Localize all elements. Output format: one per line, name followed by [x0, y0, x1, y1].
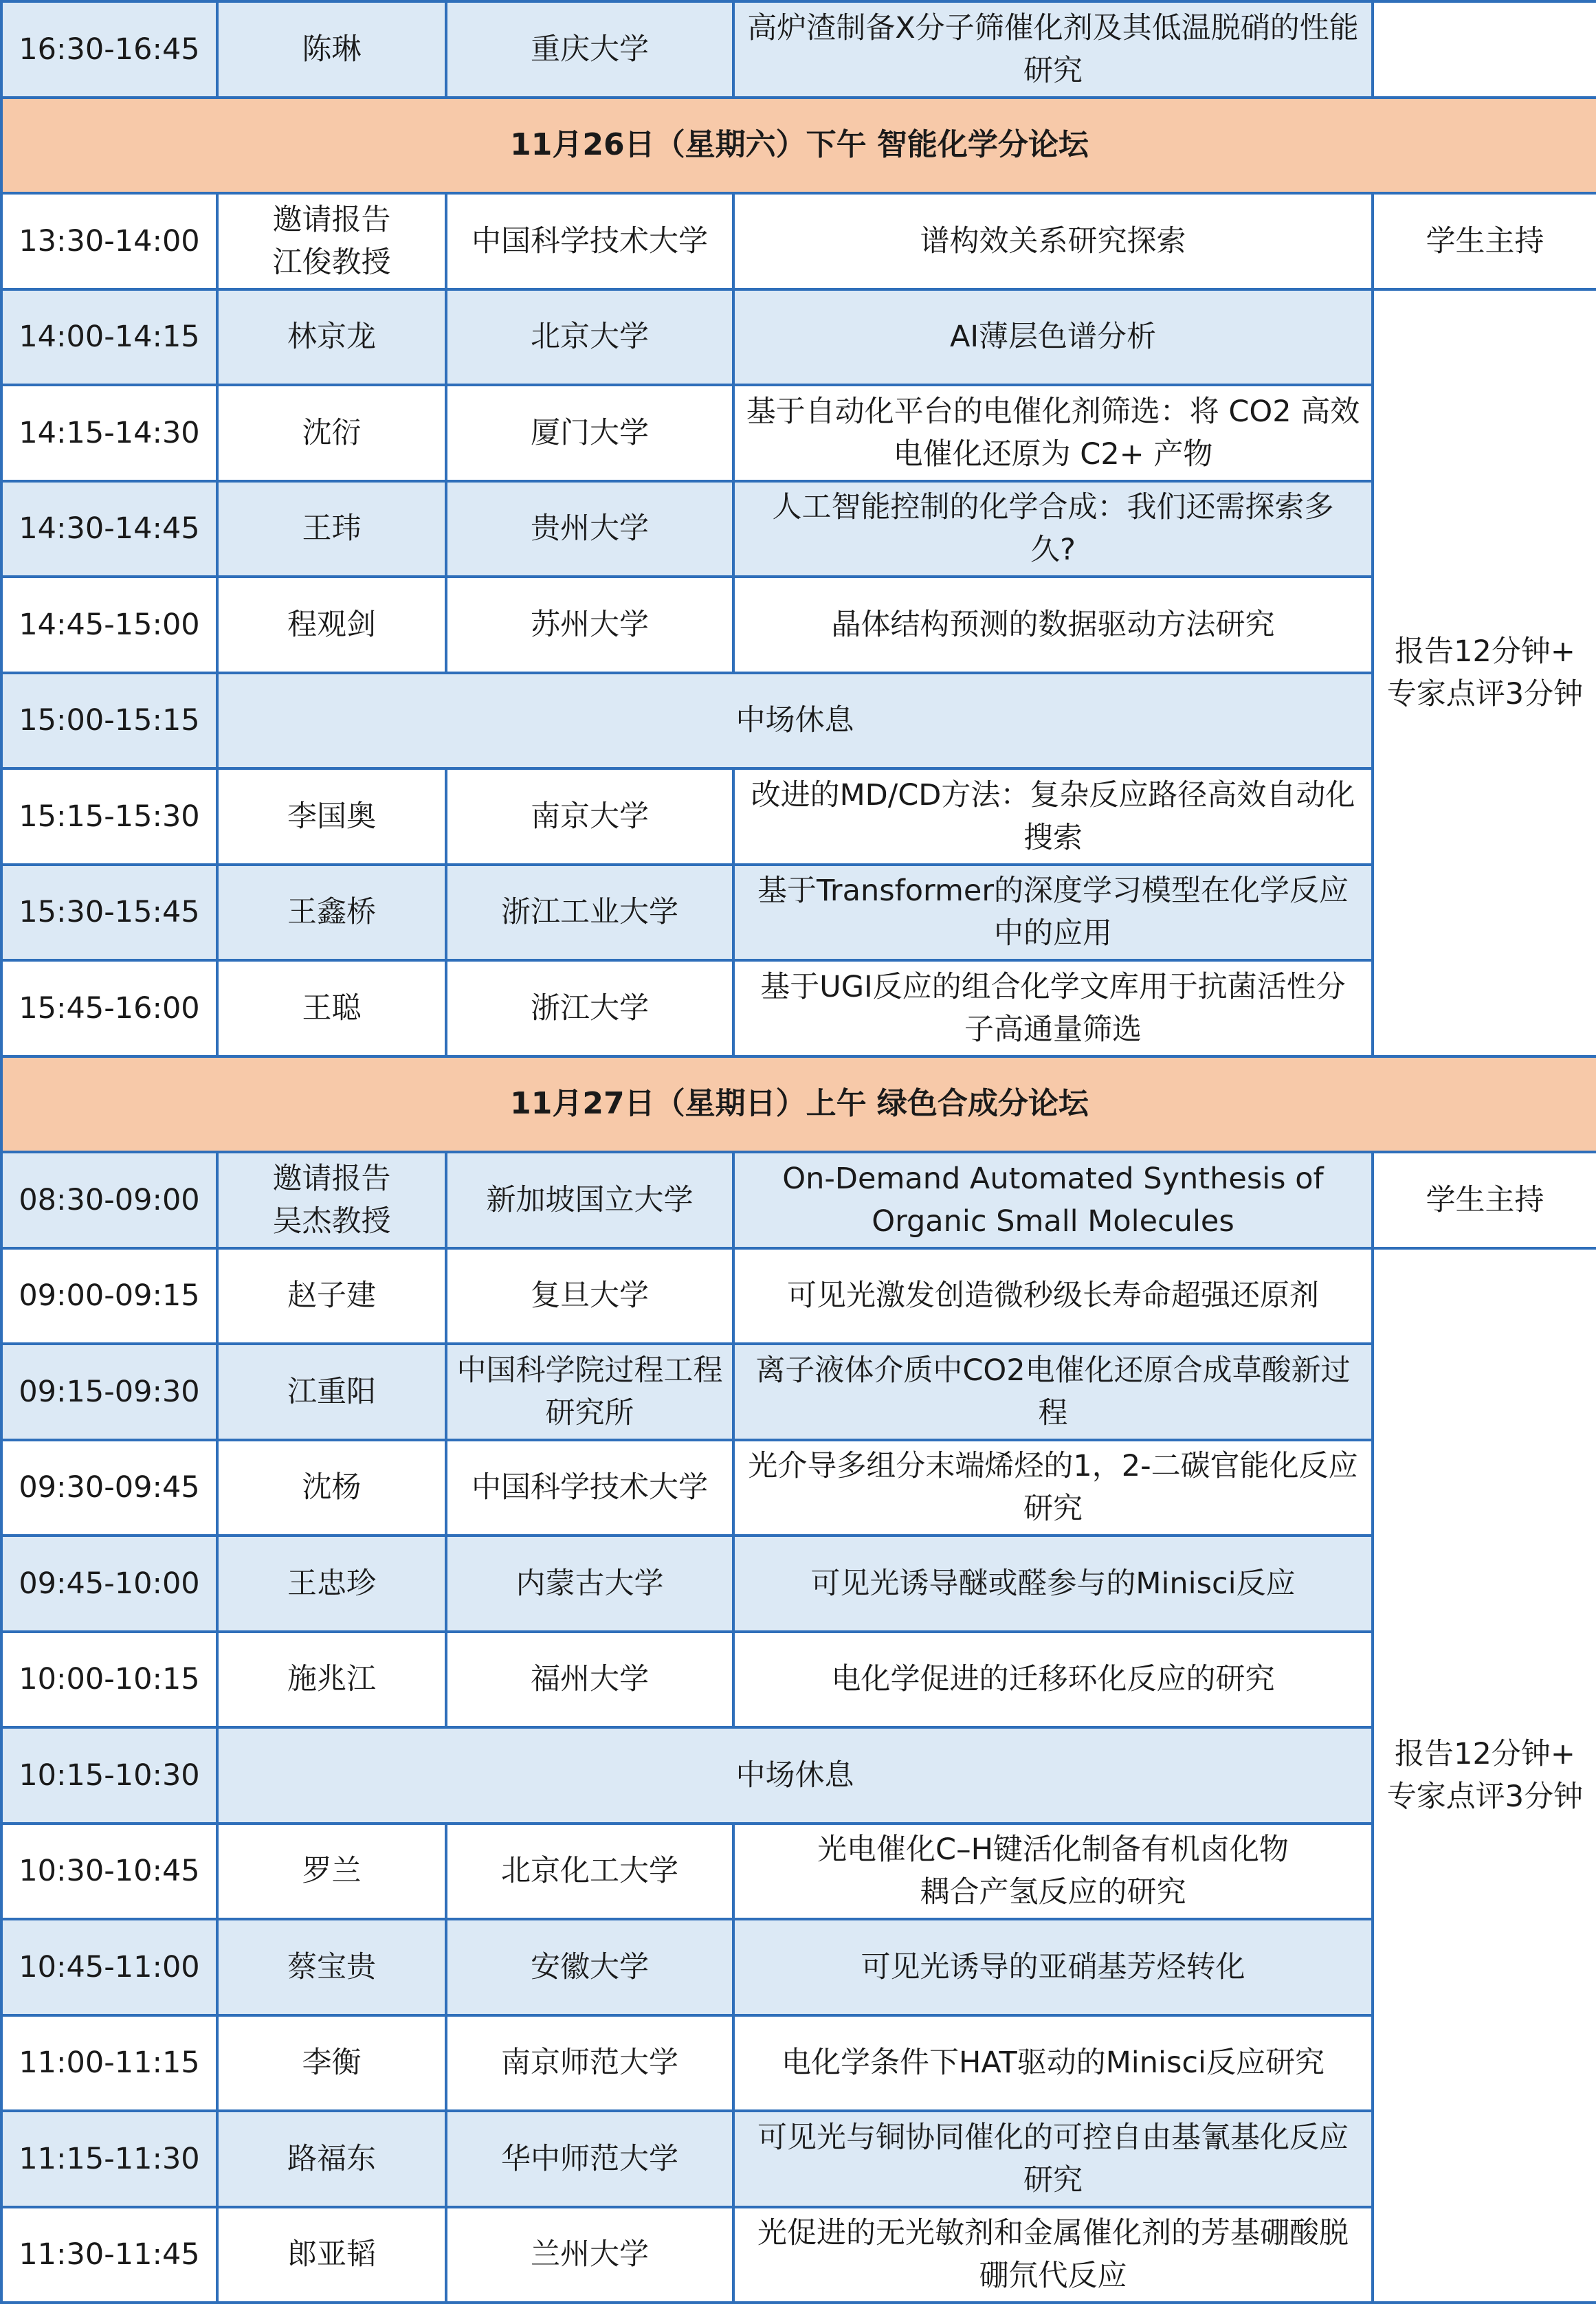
speaker-cell: 王聪	[217, 960, 446, 1056]
time-cell: 15:00-15:15	[1, 673, 217, 769]
org-cell: 中国科学技术大学	[446, 193, 733, 289]
table-row	[1, 1344, 1596, 1440]
speaker-cell: 王鑫桥	[217, 865, 446, 961]
title-line-2: 研究	[1023, 1492, 1083, 1527]
org-cell: 福州大学	[446, 1632, 733, 1728]
time-cell: 15:30-15:45	[1, 865, 217, 961]
org-cell: 浙江大学	[446, 960, 733, 1056]
host-note-cell: 学生主持	[1373, 1152, 1596, 1248]
title-line-1: 可见光诱导醚或醛参与的Minisci反应	[810, 1566, 1296, 1601]
format-note-cell	[1373, 1248, 1596, 2303]
title-line-2: 硼氘代反应	[979, 2259, 1127, 2294]
title-cell	[733, 1248, 1373, 1344]
note-line-1: 报告12分钟+	[1395, 1736, 1575, 1771]
time-cell: 09:15-09:30	[1, 1344, 217, 1440]
org-cell: 新加坡国立大学	[446, 1152, 733, 1248]
title-cell	[733, 577, 1373, 673]
title-line-1: 离子液体介质中CO2电催化还原合成草酸新过	[755, 1353, 1351, 1388]
time-cell: 10:45-11:00	[1, 1919, 217, 2015]
time-cell: 10:30-10:45	[1, 1824, 217, 1920]
org-cell: 内蒙古大学	[446, 1536, 733, 1632]
speaker-cell: 罗兰	[217, 1824, 446, 1920]
table-row	[1, 1248, 1596, 1344]
title-cell	[733, 481, 1373, 577]
note-cell-empty	[1373, 1, 1596, 98]
title-line-1: 晶体结构预测的数据驱动方法研究	[831, 607, 1275, 642]
table-row	[1, 768, 1596, 865]
time-cell: 09:45-10:00	[1, 1536, 217, 1632]
time-cell: 14:15-14:30	[1, 385, 217, 481]
title-line-2: 研究	[1023, 53, 1083, 88]
title-line-1: 人工智能控制的化学合成：我们还需探索多	[772, 490, 1334, 525]
title-line-1: On-Demand Automated Synthesis of	[782, 1161, 1324, 1196]
org-cell: 兰州大学	[446, 2207, 733, 2303]
speaker-line-2: 江俊教授	[272, 245, 391, 280]
speaker-line-2: 吴杰教授	[272, 1204, 391, 1239]
table-row	[1, 1, 1596, 98]
table-row	[1, 385, 1596, 481]
time-cell: 10:00-10:15	[1, 1632, 217, 1728]
table-row	[1, 577, 1596, 673]
title-line-2: Organic Small Molecules	[872, 1204, 1234, 1239]
title-line-2: 程	[1038, 1395, 1068, 1430]
time-cell: 15:15-15:30	[1, 768, 217, 865]
table-row	[1, 1824, 1596, 1920]
title-cell	[733, 2015, 1373, 2112]
time-cell: 08:30-09:00	[1, 1152, 217, 1248]
title-cell	[733, 1536, 1373, 1632]
speaker-cell: 江重阳	[217, 1344, 446, 1440]
title-line-2: 研究	[1023, 2162, 1083, 2197]
time-cell: 11:15-11:30	[1, 2111, 217, 2207]
table-row	[1, 1919, 1596, 2015]
note-line-2: 专家点评3分钟	[1386, 676, 1584, 711]
org-cell: 南京大学	[446, 768, 733, 865]
title-cell	[733, 1632, 1373, 1728]
org-cell: 复旦大学	[446, 1248, 733, 1344]
speaker-cell: 郎亚韬	[217, 2207, 446, 2303]
org-cell	[446, 1344, 733, 1440]
time-cell: 14:30-14:45	[1, 481, 217, 577]
speaker-cell: 沈衍	[217, 385, 446, 481]
speaker-line-1: 邀请报告	[272, 202, 391, 237]
title-line-1: 基于UGI反应的组合化学文库用于抗菌活性分	[760, 969, 1346, 1004]
title-cell	[733, 2207, 1373, 2303]
time-cell: 13:30-14:00	[1, 193, 217, 289]
table-row	[1, 481, 1596, 577]
note-line-1: 报告12分钟+	[1395, 634, 1575, 669]
time-cell: 11:30-11:45	[1, 2207, 217, 2303]
title-cell	[733, 289, 1373, 386]
org-cell: 厦门大学	[446, 385, 733, 481]
title-cell	[733, 1152, 1373, 1248]
speaker-cell	[217, 1152, 446, 1248]
speaker-cell: 李衡	[217, 2015, 446, 2112]
time-cell: 16:30-16:45	[1, 1, 217, 98]
org-cell: 南京师范大学	[446, 2015, 733, 2112]
title-cell	[733, 1344, 1373, 1440]
org-cell: 华中师范大学	[446, 2111, 733, 2207]
org-line-1: 中国科学院过程工程	[456, 1353, 723, 1388]
title-line-1: 电化学条件下HAT驱动的Minisci反应研究	[782, 2046, 1325, 2081]
speaker-cell: 王玮	[217, 481, 446, 577]
title-line-1: 基于Transformer的深度学习模型在化学反应	[757, 874, 1349, 909]
speaker-line-1: 邀请报告	[272, 1161, 391, 1196]
table-row	[1, 1152, 1596, 1248]
table-row	[1, 1536, 1596, 1632]
title-line-1: AI薄层色谱分析	[949, 320, 1157, 355]
title-line-1: 光电催化C–H键活化制备有机卤化物	[817, 1832, 1289, 1868]
title-line-2: 耦合产氢反应的研究	[920, 1875, 1186, 1910]
title-cell	[733, 768, 1373, 865]
org-cell: 苏州大学	[446, 577, 733, 673]
title-cell	[733, 1919, 1373, 2015]
time-cell: 11:00-11:15	[1, 2015, 217, 2112]
speaker-cell: 赵子建	[217, 1248, 446, 1344]
time-cell: 09:30-09:45	[1, 1440, 217, 1536]
title-cell	[733, 1440, 1373, 1536]
table-row	[1, 193, 1596, 289]
speaker-cell: 蔡宝贵	[217, 1919, 446, 2015]
section-header: 11月26日（星期六）下午 智能化学分论坛	[1, 98, 1596, 194]
note-line-2: 专家点评3分钟	[1386, 1779, 1584, 1814]
break-label: 中场休息	[217, 673, 1373, 769]
time-cell: 14:00-14:15	[1, 289, 217, 386]
title-cell	[733, 2111, 1373, 2207]
table-row	[1, 2207, 1596, 2303]
org-cell: 贵州大学	[446, 481, 733, 577]
title-line-1: 可见光与铜协同催化的可控自由基氰基化反应	[757, 2120, 1349, 2155]
break-row	[1, 673, 1596, 769]
section-header-row	[1, 1056, 1596, 1153]
section-header-row	[1, 98, 1596, 194]
speaker-cell	[217, 193, 446, 289]
org-line-2: 研究所	[545, 1395, 634, 1430]
speaker-cell: 王忠珍	[217, 1536, 446, 1632]
org-cell: 安徽大学	[446, 1919, 733, 2015]
break-label: 中场休息	[217, 1727, 1373, 1824]
title-cell	[733, 1824, 1373, 1920]
title-cell	[733, 1, 1373, 98]
org-cell: 北京大学	[446, 289, 733, 386]
table-row	[1, 2111, 1596, 2207]
title-cell	[733, 960, 1373, 1056]
speaker-cell: 林京龙	[217, 289, 446, 386]
org-cell: 北京化工大学	[446, 1824, 733, 1920]
format-note-cell	[1373, 289, 1596, 1056]
time-cell: 09:00-09:15	[1, 1248, 217, 1344]
table-row	[1, 865, 1596, 961]
table-row	[1, 289, 1596, 386]
org-cell: 中国科学技术大学	[446, 1440, 733, 1536]
table-row	[1, 960, 1596, 1056]
break-row	[1, 1727, 1596, 1824]
title-line-2: 久?	[1030, 533, 1076, 568]
title-line-1: 可见光激发创造微秒级长寿命超强还原剂	[787, 1278, 1319, 1314]
org-cell: 浙江工业大学	[446, 865, 733, 961]
title-cell: 谱构效关系研究探索	[733, 193, 1373, 289]
title-line-2: 子高通量筛选	[964, 1012, 1142, 1047]
title-line-2: 搜索	[1023, 820, 1083, 855]
title-line-1: 光介导多组分末端烯烃的1，2-二碳官能化反应	[748, 1449, 1358, 1484]
title-line-1: 基于自动化平台的电催化剂筛选：将 CO2 高效	[746, 394, 1360, 429]
time-cell: 14:45-15:00	[1, 577, 217, 673]
title-line-2: 电催化还原为 C2+ 产物	[893, 436, 1213, 472]
table-row	[1, 2015, 1596, 2112]
speaker-cell: 李国奥	[217, 768, 446, 865]
title-line-1: 改进的MD/CD方法：复杂反应路径高效自动化	[751, 777, 1355, 812]
speaker-cell: 沈杨	[217, 1440, 446, 1536]
title-line-1: 可见光诱导的亚硝基芳烃转化	[861, 1949, 1245, 1984]
table-row	[1, 1632, 1596, 1728]
speaker-cell: 路福东	[217, 2111, 446, 2207]
speaker-cell: 施兆江	[217, 1632, 446, 1728]
table-row	[1, 1440, 1596, 1536]
title-line-1: 电化学促进的迁移环化反应的研究	[831, 1662, 1275, 1697]
title-line-1: 高炉渣制备X分子筛催化剂及其低温脱硝的性能	[747, 10, 1359, 45]
speaker-cell: 程观剑	[217, 577, 446, 673]
time-cell: 15:45-16:00	[1, 960, 217, 1056]
org-cell: 重庆大学	[446, 1, 733, 98]
host-note-cell: 学生主持	[1373, 193, 1596, 289]
title-cell	[733, 385, 1373, 481]
title-line-2: 中的应用	[994, 916, 1112, 951]
section-header: 11月27日（星期日）上午 绿色合成分论坛	[1, 1056, 1596, 1153]
speaker-cell: 陈琳	[217, 1, 446, 98]
title-cell	[733, 865, 1373, 961]
title-line-1: 光促进的无光敏剂和金属催化剂的芳基硼酸脱	[757, 2216, 1349, 2251]
time-cell: 10:15-10:30	[1, 1727, 217, 1824]
